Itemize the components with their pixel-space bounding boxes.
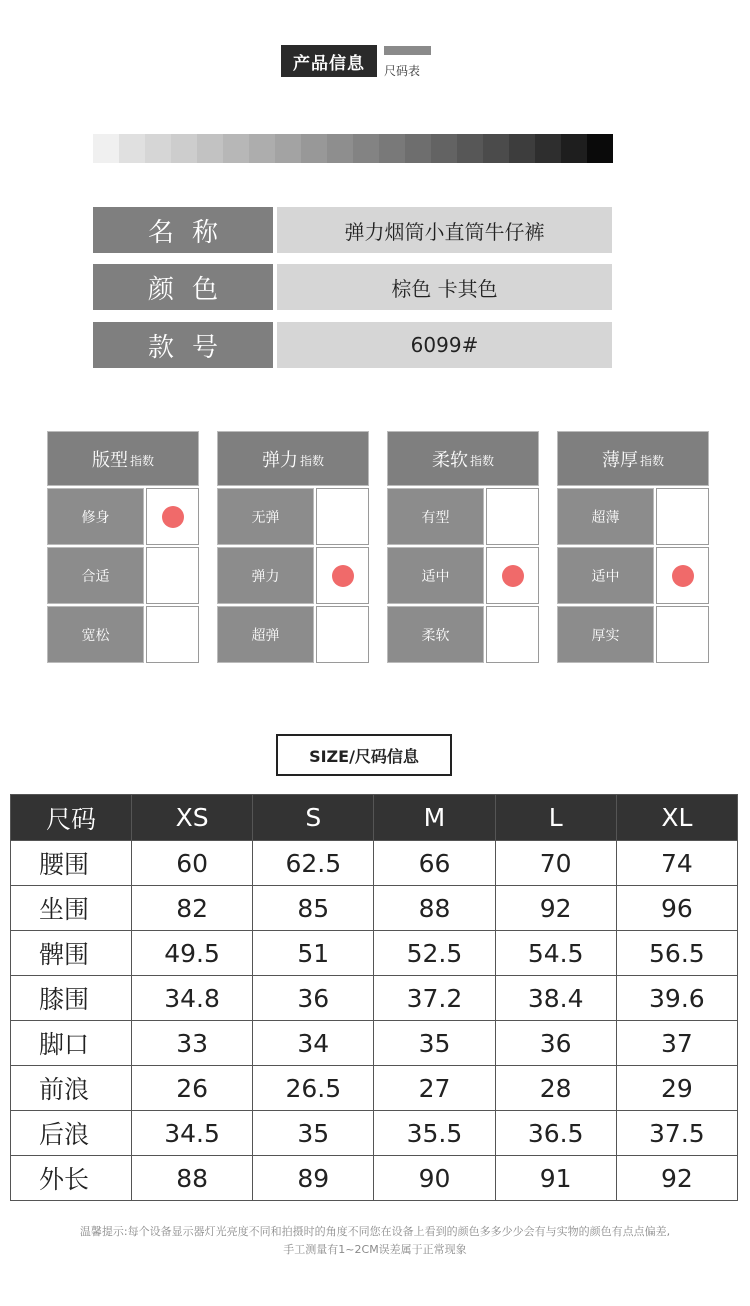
selected-dot-icon (502, 565, 524, 587)
index-title-suffix: 指数 (469, 454, 494, 468)
footnote-line-1: 温馨提示:每个设备显示器灯光亮度不同和拍摄时的角度不同您在设备上看到的颜色多多少少会有与实物的颜色有点点偏差, (79, 1225, 671, 1238)
index-option-label: 无弹 (217, 488, 314, 545)
grayscale-strip (93, 134, 613, 163)
table-cell: 33 (132, 1021, 253, 1066)
table-cell: 85 (253, 886, 374, 931)
size-title: SIZE/尺码信息 (276, 734, 452, 776)
header-accent-bar (384, 46, 431, 55)
row-label-cell: 髀围 (11, 931, 132, 976)
table-cell: 27 (374, 1066, 495, 1111)
index-option-row (217, 547, 369, 604)
index-option-row (217, 606, 369, 663)
row-label-cell: 坐围 (11, 886, 132, 931)
index-option-box (486, 547, 539, 604)
table-cell: 62.5 (253, 841, 374, 886)
index-grid (557, 431, 709, 663)
gradient-swatch (587, 134, 613, 163)
info-row-style-no (93, 322, 612, 368)
row-label-cell: 前浪 (11, 1066, 132, 1111)
gradient-swatch (327, 134, 353, 163)
table-cell: 56.5 (616, 931, 737, 976)
table-header-cell: L (495, 795, 616, 841)
index-title (217, 431, 369, 486)
table-header-cell: XL (616, 795, 737, 841)
info-value: 弹力烟筒小直筒牛仔裤 (277, 207, 612, 253)
header-subtitle: 尺码表 (384, 64, 421, 78)
table-cell: 35.5 (374, 1111, 495, 1156)
index-option-label: 厚实 (557, 606, 654, 663)
table-cell: 36 (495, 1021, 616, 1066)
index-option-row (387, 547, 539, 604)
table-cell: 66 (374, 841, 495, 886)
table-row (11, 1156, 738, 1201)
table-row (11, 886, 738, 931)
index-title-text: 版型 (91, 449, 128, 471)
index-title-text: 柔软 (431, 449, 468, 471)
gradient-swatch (561, 134, 587, 163)
row-label-cell: 外长 (11, 1156, 132, 1201)
index-option-box (146, 547, 199, 604)
index-title-suffix: 指数 (639, 454, 664, 468)
info-value: 棕色 卡其色 (277, 264, 612, 310)
table-cell: 29 (616, 1066, 737, 1111)
table-cell: 26.5 (253, 1066, 374, 1111)
index-title (47, 431, 199, 486)
index-option-row (387, 488, 539, 545)
info-label: 名称 (93, 207, 273, 253)
index-option-row (47, 606, 199, 663)
table-cell: 88 (374, 886, 495, 931)
gradient-swatch (145, 134, 171, 163)
table-cell: 34 (253, 1021, 374, 1066)
selected-dot-icon (672, 565, 694, 587)
index-option-row (557, 606, 709, 663)
index-option-label: 弹力 (217, 547, 314, 604)
index-option-box (316, 547, 369, 604)
selected-dot-icon (332, 565, 354, 587)
index-option-label: 有型 (387, 488, 484, 545)
table-cell: 51 (253, 931, 374, 976)
gradient-swatch (535, 134, 561, 163)
header-title: 产品信息 (281, 45, 377, 77)
gradient-swatch (119, 134, 145, 163)
gradient-swatch (457, 134, 483, 163)
table-cell: 88 (132, 1156, 253, 1201)
table-header-row (11, 795, 738, 841)
table-cell: 36 (253, 976, 374, 1021)
gradient-swatch (431, 134, 457, 163)
table-cell: 28 (495, 1066, 616, 1111)
index-title-text: 弹力 (261, 449, 298, 471)
row-label-cell: 膝围 (11, 976, 132, 1021)
table-cell: 70 (495, 841, 616, 886)
info-label: 款号 (93, 322, 273, 368)
gradient-swatch (301, 134, 327, 163)
table-cell: 92 (616, 1156, 737, 1201)
row-label-cell: 后浪 (11, 1111, 132, 1156)
index-title (387, 431, 539, 486)
table-row (11, 1021, 738, 1066)
table-header-cell: M (374, 795, 495, 841)
gradient-swatch (353, 134, 379, 163)
info-value: 6099# (277, 322, 612, 368)
table-cell: 37 (616, 1021, 737, 1066)
table-cell: 89 (253, 1156, 374, 1201)
index-title-suffix: 指数 (129, 454, 154, 468)
index-option-box (656, 547, 709, 604)
index-option-label: 修身 (47, 488, 144, 545)
info-row-name (93, 207, 612, 253)
info-label: 颜色 (93, 264, 273, 310)
table-cell: 90 (374, 1156, 495, 1201)
table-header-cell: XS (132, 795, 253, 841)
index-option-row (47, 488, 199, 545)
gradient-swatch (93, 134, 119, 163)
table-row (11, 931, 738, 976)
index-grid (217, 431, 369, 663)
table-header-cell: 尺码 (11, 795, 132, 841)
table-cell: 35 (253, 1111, 374, 1156)
gradient-swatch (379, 134, 405, 163)
table-row (11, 1111, 738, 1156)
table-row (11, 976, 738, 1021)
index-grid (47, 431, 199, 663)
index-title (557, 431, 709, 486)
selected-dot-icon (162, 506, 184, 528)
index-grid (387, 431, 539, 663)
index-option-label: 宽松 (47, 606, 144, 663)
table-cell: 36.5 (495, 1111, 616, 1156)
table-cell: 34.8 (132, 976, 253, 1021)
size-table (10, 794, 738, 1201)
index-option-box (316, 606, 369, 663)
gradient-swatch (509, 134, 535, 163)
table-cell: 96 (616, 886, 737, 931)
index-title-suffix: 指数 (299, 454, 324, 468)
index-option-row (557, 547, 709, 604)
table-header-cell: S (253, 795, 374, 841)
row-label-cell: 腰围 (11, 841, 132, 886)
table-row (11, 841, 738, 886)
table-cell: 49.5 (132, 931, 253, 976)
table-cell: 91 (495, 1156, 616, 1201)
index-option-box (656, 606, 709, 663)
index-option-label: 适中 (557, 547, 654, 604)
info-row-color (93, 264, 612, 310)
gradient-swatch (483, 134, 509, 163)
gradient-swatch (405, 134, 431, 163)
table-cell: 82 (132, 886, 253, 931)
table-cell: 37.2 (374, 976, 495, 1021)
gradient-swatch (249, 134, 275, 163)
index-option-label: 超弹 (217, 606, 314, 663)
gradient-swatch (223, 134, 249, 163)
row-label-cell: 脚口 (11, 1021, 132, 1066)
table-cell: 52.5 (374, 931, 495, 976)
index-option-box (486, 488, 539, 545)
table-cell: 34.5 (132, 1111, 253, 1156)
index-option-box (316, 488, 369, 545)
table-cell: 37.5 (616, 1111, 737, 1156)
gradient-swatch (275, 134, 301, 163)
index-option-box (486, 606, 539, 663)
table-cell: 60 (132, 841, 253, 886)
footnote (0, 1223, 750, 1259)
index-option-row (47, 547, 199, 604)
index-option-label: 超薄 (557, 488, 654, 545)
index-title-text: 薄厚 (601, 449, 638, 471)
index-option-box (656, 488, 709, 545)
index-option-row (557, 488, 709, 545)
gradient-swatch (197, 134, 223, 163)
table-cell: 54.5 (495, 931, 616, 976)
table-cell: 26 (132, 1066, 253, 1111)
footnote-line-2: 手工测量有1~2CM误差属于正常现象 (283, 1243, 467, 1256)
table-cell: 74 (616, 841, 737, 886)
index-option-label: 合适 (47, 547, 144, 604)
index-option-box (146, 606, 199, 663)
table-cell: 92 (495, 886, 616, 931)
table-cell: 38.4 (495, 976, 616, 1021)
table-cell: 35 (374, 1021, 495, 1066)
table-cell: 39.6 (616, 976, 737, 1021)
index-option-row (217, 488, 369, 545)
index-option-label: 柔软 (387, 606, 484, 663)
table-row (11, 1066, 738, 1111)
index-option-row (387, 606, 539, 663)
index-option-box (146, 488, 199, 545)
gradient-swatch (171, 134, 197, 163)
index-option-label: 适中 (387, 547, 484, 604)
